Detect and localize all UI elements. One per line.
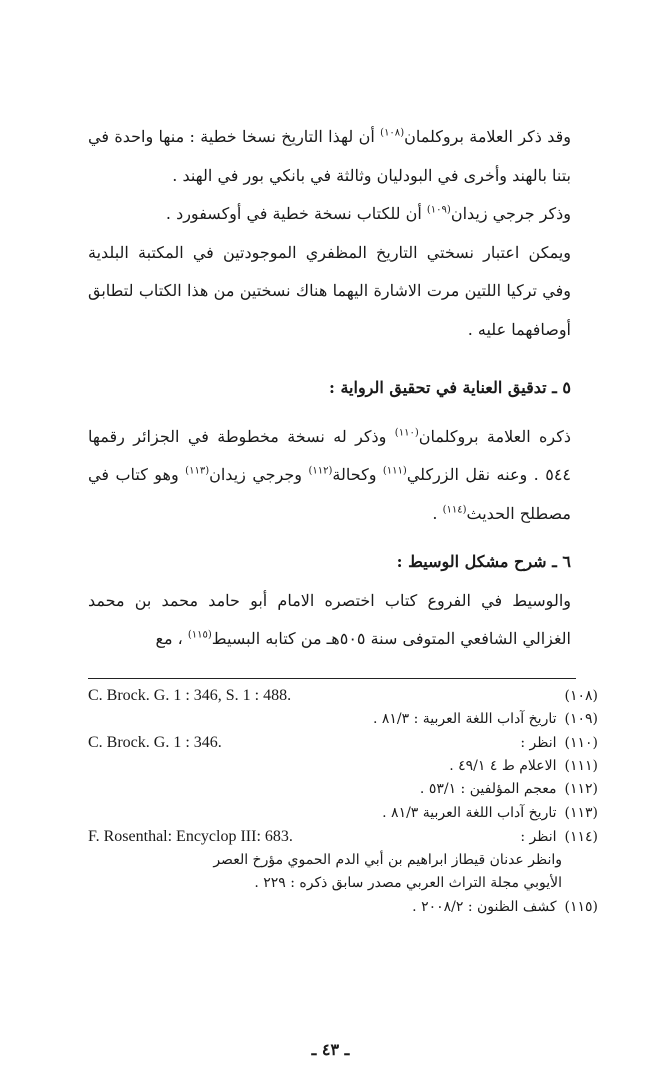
footnote-114-continuation-1: وانظر عدنان قيطاز ابراهيم بن أبي الدم الحموي مؤرخ العصر — [213, 851, 562, 868]
footnote-ref-114[interactable]: (١١٤) — [442, 504, 467, 516]
footnote-divider — [88, 678, 576, 679]
footnotes — [88, 684, 598, 919]
footnote-ref-109[interactable]: (١٠٩) — [426, 204, 451, 216]
footnote-115: كشف الظنون : ٢٠٠٨/٢ . (١١٥) — [412, 898, 598, 915]
paragraph-1: وقد ذكر العلامة بروكلمان$^{(١٠٨)}$ أن لهذا التاريخ نسخا خطية : منها واحدة في بتنا بالهند وأخرى في البودليان وثالثة في بانكي بور في الهند . — [88, 127, 572, 185]
footnote-109: تاريخ آداب اللغة العربية : ٨١/٣ . (١٠٩) — [372, 710, 598, 727]
footnote-113: تاريخ آداب اللغة العربية ٨١/٣ . (١١٣) — [382, 804, 598, 821]
paragraph-6: والوسيط في الفروع كتاب اختصره الامام أبو حامد محمد بن محمد الغزالي الشافعي المتوفى سنة ٥٠٥هـ من كتابه البسيط$^{(١١٥)}$ ، مع — [88, 590, 571, 648]
footnote-ref-108[interactable]: (١٠٨) — [380, 127, 405, 139]
footnote-108: C. Brock. G. 1 : 346, S. 1 : 488. (١٠٨) — [88, 687, 598, 704]
footnote-112: معجم المؤلفين : ٥٣/١ . (١١٢) — [419, 781, 598, 797]
footnote-ref-115[interactable]: (١١٥) — [187, 629, 212, 641]
paragraph-2: وذكر جرجي زيدان$^{(١٠٩)}$ أن للكتاب نسخة خطية في أوكسفورد . — [165, 204, 571, 223]
footnote-110: C. Brock. G. 1 : 346. انظر : (١١٠) — [88, 734, 598, 751]
main-text — [52, 118, 609, 659]
footnote-114-continuation-2: الأيوبي مجلة التراث العربي مصدر سابق ذكره : ٢٢٩ . — [254, 875, 562, 891]
footnote-114: F. Rosenthal: Encyclop III: 683. انظر : (١١٤) — [88, 828, 598, 845]
paragraph-3: ويمكن اعتبار نسختي التاريخ المظفري الموجودتين في المكتبة البلدية وفي تركيا اللتين مرت الاشارة اليهما هناك نسختين من هذا الكتاب لتطابق أوصافهما عليه . — [88, 242, 571, 339]
footnote-ref-112[interactable]: (١١٢) — [308, 465, 333, 477]
section-heading-6: ٦ ـ شرح مشكل الوسيط : — [396, 552, 571, 571]
paragraph-5: ذكره العلامة بروكلمان$^{(١١٠)}$ وذكر له نسخة مخطوطة في الجزائر رقمها ٥٤٤ . وعنه نقل الزركلي$^{(١١١)}$ وكحالة$^{(١١٢)}$ وجرجي زيدان$^{(١١٣)}$ وهو كتاب في مصطلح الحديث$^{(١١٤)}$ . — [88, 426, 572, 523]
footnote-111: الاعلام ط ٤ ٤٩/١ . (١١١) — [449, 757, 598, 774]
footnote-ref-111[interactable]: (١١١) — [382, 465, 407, 477]
page-number: ـ ٤٣ ـ — [311, 1040, 350, 1059]
footnote-ref-113[interactable]: (١١٣) — [185, 465, 210, 477]
section-heading-5: ٥ ـ تدقيق العناية في تحقيق الرواية : — [328, 378, 571, 397]
footnote-ref-110[interactable]: (١١٠) — [394, 427, 419, 439]
